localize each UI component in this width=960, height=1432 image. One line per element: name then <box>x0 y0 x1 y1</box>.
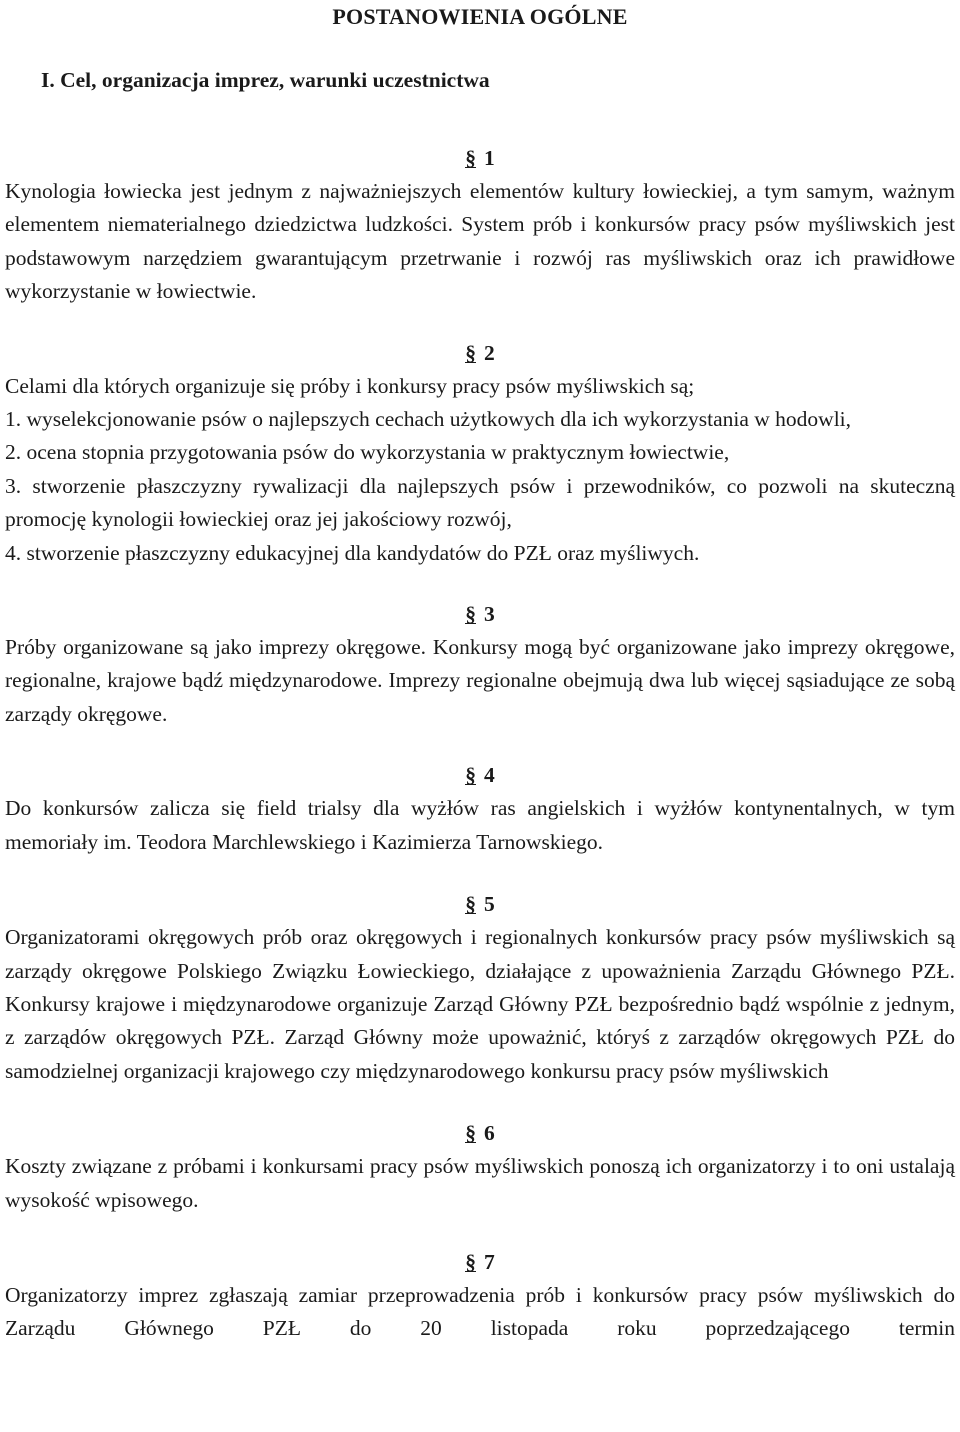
list-item: 4. stworzenie płaszczyzny edukacyjnej dla kandydatów do PZŁ oraz myśliwych. <box>5 540 700 565</box>
section-sign: § <box>465 340 476 365</box>
section-paragraph: Organizatorami okręgowych prób oraz okręgowych i regionalnych konkursów pracy psów myśliwskich są zarządy okręgowe Polskiego Związku Łowieckiego, działające z upoważnienia Zarządu Głównego PZŁ. Konkursy krajowe i międzynarodowe organizuje Zarząd Główny PZŁ bezpośrednio bądź wspólnie z jednym, z zarządów okręgowych PZŁ. Zarząd Główny może upoważnić, któryś z zarządów okręgowych PZŁ do samodzielnej organizacji krajowego czy międzynarodowego konkursu pracy psów myśliwskich <box>5 925 955 1083</box>
section-paragraph: Organizatorzy imprez zgłaszają zamiar przeprowadzenia prób i konkursów pracy psów myśliwskich do Zarządu Głównego PZŁ do 20 listopada roku poprzedzającego termin <box>5 1282 955 1341</box>
section-number: 2 <box>484 340 495 365</box>
section-3 <box>5 597 955 731</box>
section-6 <box>5 1116 955 1217</box>
section-sign: § <box>465 892 476 917</box>
section-1 <box>5 141 955 309</box>
section-4 <box>5 758 955 859</box>
section-sign: § <box>465 1121 476 1146</box>
section-7 <box>5 1245 955 1346</box>
list-item: 1. wyselekcjonowanie psów o najlepszych cechach użytkowych dla ich wykorzystania w hodowli, <box>5 407 852 432</box>
section-heading <box>5 336 955 370</box>
section-intro: Celami dla których organizuje się próby i konkursy pracy psów myśliwskich są; <box>5 373 695 398</box>
section-number: 7 <box>484 1249 495 1274</box>
section-number: 6 <box>484 1121 495 1146</box>
section-paragraph: Kynologia łowiecka jest jednym z najważniejszych elementów kultury łowieckiej, a tym samym, ważnym elementem niematerialnego dziedzictwa ludzkości. System prób i konkursów pracy psów myśliwskich jest podstawowym narzędziem gwarantującym przetrwanie i rozwój ras myśliwskich oraz ich prawidłowe wykorzystanie w łowiectwie. <box>5 179 955 304</box>
list-item: 2. ocena stopnia przygotowania psów do wykorzystania w praktycznym łowiectwie, <box>5 440 730 465</box>
section-5 <box>5 887 955 1088</box>
section-heading <box>5 597 955 631</box>
section-2 <box>5 336 955 570</box>
section-paragraph: Do konkursów zalicza się field trialsy dla wyżłów ras angielskich i wyżłów kontynentalnych, w tym memoriały im. Teodora Marchlewskiego i Kazimierza Tarnowskiego. <box>5 796 955 854</box>
section-sign: § <box>465 146 476 170</box>
section-sign: § <box>465 1249 476 1274</box>
list-item: 3. stworzenie płaszczyzny rywalizacji dla najlepszych psów i przewodników, co pozwoli na skuteczną promocję kynologii łowieckiej oraz jej jakościowy rozwój, <box>5 473 955 532</box>
section-sign: § <box>465 763 476 788</box>
section-sign: § <box>465 602 476 627</box>
document-title: POSTANOWIENIA OGÓLNE <box>332 4 628 29</box>
section-paragraph: Koszty związane z próbami i konkursami pracy psów myśliwskich ponoszą ich organizatorzy i to oni ustalają wysokość wpisowego. <box>5 1154 955 1212</box>
section-number: 1 <box>484 146 495 170</box>
chapter-title: I. Cel, organizacja imprez, warunki uczestnictwa <box>41 68 490 92</box>
section-heading <box>5 887 955 921</box>
section-heading <box>5 758 955 792</box>
section-heading <box>5 1245 955 1279</box>
section-heading <box>5 1116 955 1150</box>
section-number: 5 <box>484 892 495 917</box>
section-heading <box>5 141 955 175</box>
section-paragraph: Próby organizowane są jako imprezy okręgowe. Konkursy mogą być organizowane jako imprezy okręgowe, regionalne, krajowe bądź międzynarodowe. Imprezy regionalne obejmują dwa lub więcej sąsiadujące ze sobą zarządy okręgowe. <box>5 635 955 726</box>
section-number: 4 <box>484 763 495 788</box>
section-number: 3 <box>484 602 495 627</box>
